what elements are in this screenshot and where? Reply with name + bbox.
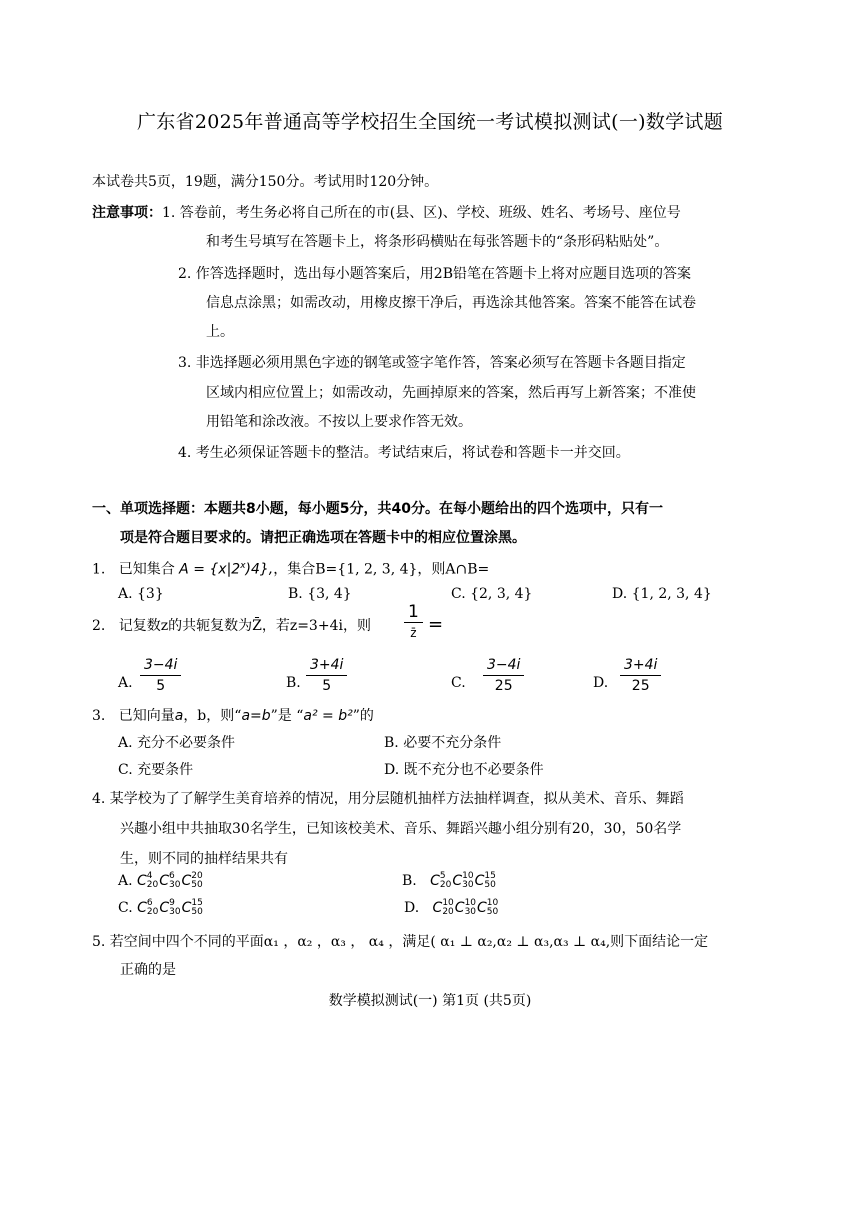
- q4-option-b: B. C 5 20 C 10 30 C 15 50: [402, 871, 496, 890]
- q3-option-c: C. 充要条件: [118, 762, 194, 778]
- note-2-line-2: 信息点涂黑；如需改动，用橡皮擦干净后，再选涂其他答案。答案不能答在试卷: [206, 295, 696, 311]
- q3-condition-2: a² = b²: [303, 708, 353, 724]
- notes-block: [92, 203, 681, 223]
- q4-b-label: B.: [402, 873, 417, 889]
- q3-option-b: B. 必要不充分条件: [384, 735, 502, 751]
- note-3-line-3: 用铅笔和涂改液。不按以上要求作答无效。: [206, 414, 472, 430]
- note-3-line-1: 3. 非选择题必须用黑色字迹的钢笔或签字笔作答，答案必须写在答题卡各题目指定: [178, 355, 686, 371]
- page-title: 广东省2025年普通高等学校招生全国统一考试模拟测试(一)数学试题: [136, 111, 724, 133]
- q2-option-d: [620, 657, 661, 694]
- question-2: [92, 616, 371, 636]
- q4-option-d: D. C 10 20 C 10 30 C 10 50: [404, 898, 499, 917]
- q2-b-num: 3+4i: [306, 657, 347, 676]
- q3-stem-a: 已知向量: [118, 708, 175, 724]
- q2-d-den: 25: [631, 678, 650, 694]
- page-footer: 数学模拟测试(一) 第1页 (共5页): [328, 993, 532, 1009]
- question-3: [92, 706, 374, 726]
- q2-c-num: 3−4i: [483, 657, 524, 676]
- q4-c-label: C.: [118, 900, 133, 916]
- q2-frac-num: 1: [404, 604, 423, 623]
- question-1: [92, 556, 489, 580]
- q2-a-den: 5: [156, 678, 166, 694]
- q1-number: 1.: [92, 561, 106, 578]
- q5-line-2: 正确的是: [120, 962, 176, 978]
- q1-set-a-exp: x: [240, 561, 246, 571]
- q1-option-d: D. {1, 2, 3, 4}: [612, 586, 712, 602]
- q3-stem-c: ”是 “: [270, 708, 304, 724]
- q3-var-a: a: [174, 708, 184, 724]
- q4-line-2: 兴趣小组中共抽取30名学生，已知该校美术、音乐、舞蹈兴趣小组分别有20，30，50名学: [120, 821, 682, 837]
- q1-stem-a: 已知集合: [118, 561, 175, 578]
- intro-text: 本试卷共5页，19题，满分150分。考试用时120分钟。: [92, 174, 439, 190]
- q2-equals: =: [428, 614, 444, 635]
- q2-number: 2.: [92, 618, 106, 634]
- q2-option-c: [483, 657, 524, 694]
- q2-frac-den: z̄: [410, 626, 417, 640]
- note-1-line-1: 1. 答卷前，考生务必将自己所在的市(县、区)、学校、班级、姓名、考场号、座位号: [162, 205, 681, 221]
- q2-option-d-label: D.: [593, 675, 609, 691]
- q3-number: 3.: [92, 708, 106, 724]
- q2-d-num: 3+4i: [620, 657, 661, 676]
- q2-fraction: [404, 604, 423, 641]
- q3-stem-b: ，b，则“: [183, 708, 242, 724]
- note-2-line-1: 2. 作答选择题时，选出每小题答案后，用2B铅笔在答题卡上将对应题目选项的答案: [178, 266, 692, 282]
- q1-stem-b: ，集合B={1, 2, 3, 4}，则A∩B=: [273, 561, 490, 578]
- note-4: 4. 考生必须保证答题卡的整洁。考试结束后，将试卷和答题卡一并交回。: [178, 445, 630, 461]
- q1-option-a: A. {3}: [118, 586, 164, 602]
- q2-b-den: 5: [322, 678, 332, 694]
- q3-option-a: A. 充分不必要条件: [118, 735, 236, 751]
- q2-a-num: 3−4i: [140, 657, 181, 676]
- note-2-line-3: 上。: [206, 324, 234, 340]
- q4-option-a: A. C 4 20 C 6 30 C 20 50: [118, 871, 203, 890]
- q2-c-den: 25: [494, 678, 513, 694]
- q4-line-1: 4. 某学校为了了解学生美育培养的情况，用分层随机抽样方法抽样调查，拟从美术、音乐、舞蹈: [92, 791, 684, 807]
- q4-line-3: 生，则不同的抽样结果共有: [120, 851, 288, 867]
- q2-option-a: [140, 657, 181, 694]
- note-1-line-2: 和考生号填写在答题卡上，将条形码横贴在每张答题卡的“条形码粘贴处”。: [206, 234, 669, 250]
- q1-set-a-end: )4},: [245, 561, 274, 578]
- q1-option-c: C. {2, 3, 4}: [451, 586, 533, 602]
- q4-option-c: C. C 6 20 C 9 30 C 15 50: [118, 898, 203, 917]
- q2-option-b-label: B.: [286, 675, 301, 691]
- q2-option-b: [306, 657, 347, 694]
- section-1-heading-cont: 项是符合题目要求的。请把正确选项在答题卡中的相应位置涂黑。: [120, 530, 526, 546]
- q1-set-a: A = {x|2: [179, 561, 241, 578]
- section-1-heading: 一、单项选择题：本题共8小题，每小题5分，共40分。在每小题给出的四个选项中，只有一: [92, 501, 663, 517]
- q1-option-b: B. {3, 4}: [288, 586, 352, 602]
- q5-line-1: 5. 若空间中四个不同的平面α₁ ，α₂ ，α₃ ， α₄ ，满足( α₁ ⊥ α₂,α₂ ⊥ α₃,α₃ ⊥ α₄,则下面结论一定: [92, 934, 709, 950]
- note-3-line-2: 区域内相应位置上；如需改动，先画掉原来的答案，然后再写上新答案；不准使: [206, 385, 696, 401]
- q3-option-d: D. 既不充分也不必要条件: [384, 762, 544, 778]
- q4-a-label: A.: [118, 873, 133, 889]
- q2-option-c-label: C.: [451, 675, 466, 691]
- q2-stem: 记复数z的共轭复数为Z̄，若z=3+4i，则: [118, 618, 371, 634]
- q3-stem-d: ”的: [352, 708, 374, 724]
- notes-label: 注意事项：: [92, 205, 162, 221]
- q3-condition-1: a=b: [241, 708, 271, 724]
- q4-d-label: D.: [404, 900, 420, 916]
- q2-option-a-label: A.: [118, 675, 133, 691]
